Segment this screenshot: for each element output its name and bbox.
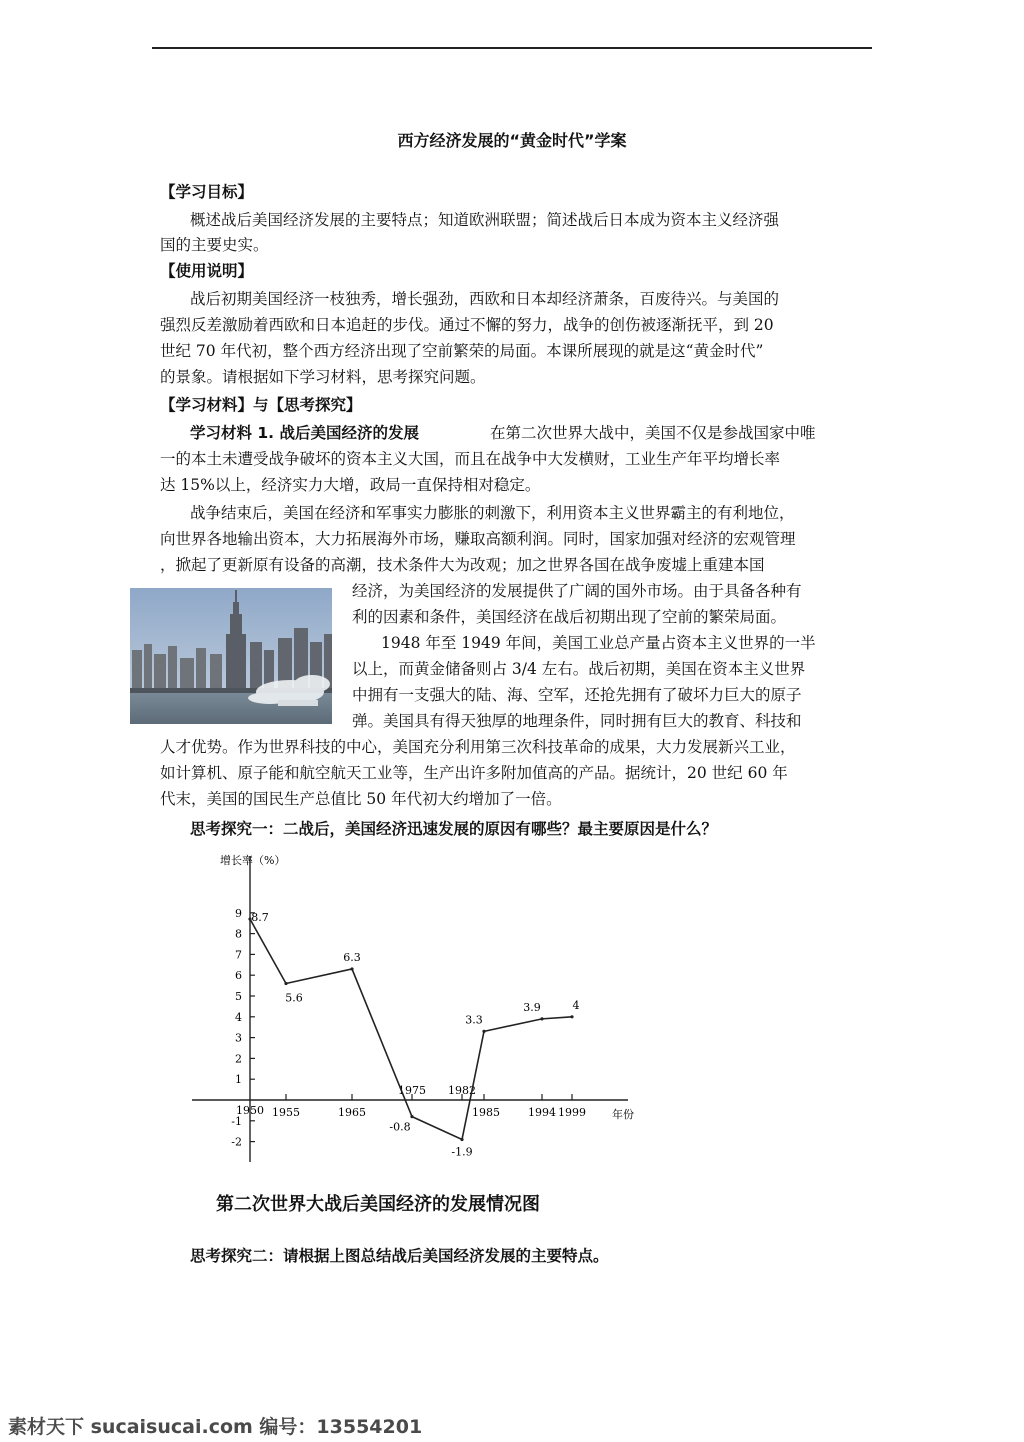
data-point (284, 982, 287, 985)
material-1-title: 学习材料 1. 战后美国经济的发展 (190, 424, 419, 442)
data-point-label: 8.7 (251, 911, 269, 925)
goal-heading: 【学习目标】 (160, 183, 254, 201)
y-tick-label: 5 (235, 990, 242, 1003)
question-1: 思考探究一：二战后，美国经济迅速发展的原因有哪些？最主要原因是什么？ (190, 820, 718, 838)
x-tick-label: 1999 (558, 1106, 586, 1119)
question-2: 思考探究二：请根据上图总结战后美国经济发展的主要特点。 (190, 1247, 609, 1265)
p2-line-1: 战争结束后，美国在经济和军事实力膨胀的刺激下，利用资本主义世界霸主的有利地位， (190, 504, 795, 522)
watermark-text: 素材天下 sucaisucai.com 编号：13554201 (8, 1416, 423, 1438)
usage-line-2: 强烈反差激励着西欧和日本追赶的步伐。通过不懈的努力，战争的创伤被逐渐抚平，到 20 (160, 316, 774, 334)
data-point-label: 5.6 (285, 991, 303, 1005)
usage-line-1: 战后初期美国经济一枝独秀，增长强劲，西欧和日本却经济萧条，百废待兴。与美国的 (190, 290, 780, 308)
goal-line-1: 概述战后美国经济发展的主要特点；知道欧洲联盟；简述战后日本成为资本主义经济强 (190, 211, 780, 229)
data-point-label: 3.3 (465, 1013, 483, 1027)
x-tick-label: 1965 (338, 1106, 366, 1119)
watermark-footer (0, 1408, 1024, 1442)
data-point-label: 6.3 (343, 950, 361, 964)
p1-line-3: 达 15%以上，经济实力大增，政局一直保持相对稳定。 (160, 476, 541, 494)
x-tick-label: 1982 (448, 1084, 476, 1097)
y-tick-label: 6 (235, 969, 242, 983)
p3-line-4: 弹。美国具有得天独厚的地理条件，同时拥有巨大的教育、科技和 (352, 712, 802, 730)
data-point (350, 967, 353, 970)
p3-line-7: 代末，美国的国民生产总值比 50 年代初大约增加了一倍。 (160, 790, 562, 808)
p3-line-5: 人才优势。作为世界科技的中心，美国充分利用第三次科技革命的成果，大力发展新兴工业， (160, 738, 796, 756)
data-point (482, 1030, 485, 1033)
y-axis-label: 增长率（%） (220, 854, 286, 867)
goal-line-2: 国的主要史实。 (160, 236, 269, 254)
data-point-label: 3.9 (523, 1000, 541, 1014)
y-tick-label: 8 (235, 927, 242, 941)
data-point-label: 4 (572, 998, 580, 1012)
growth-rate-chart (192, 850, 642, 1166)
usage-heading: 【使用说明】 (160, 262, 254, 280)
x-axis-label: 年份 (612, 1108, 634, 1121)
chart-caption: 第二次世界大战后美国经济的发展情况图 (216, 1194, 540, 1215)
p2-line-3: ，掀起了更新原有设备的高潮，技术条件大为改观；加之世界各国在战争废墟上重建本国 (160, 556, 765, 574)
p2-line-2: 向世界各地输出资本，大力拓展海外市场，赚取高额利润。同时，国家加强对经济的宏观管理 (160, 530, 796, 548)
y-tick-label: -1 (231, 1114, 242, 1128)
page-title: 西方经济发展的“黄金时代”学案 (397, 131, 627, 150)
data-point (460, 1138, 463, 1141)
materials-heading: 【学习材料】与【思考探究】 (160, 396, 362, 414)
x-tick-label: 1955 (272, 1106, 300, 1119)
data-point (410, 1115, 413, 1118)
y-tick-label: 4 (235, 1010, 242, 1024)
usage-line-4: 的景象。请根据如下学习材料，思考探究问题。 (160, 368, 486, 386)
data-point (570, 1015, 573, 1018)
new-york-skyline-photo (130, 588, 332, 724)
p3-line-1: 1948 年至 1949 年间，美国工业总产量占资本主义世界的一半 (381, 634, 816, 652)
p3-line-3: 中拥有一支强大的陆、海、空军，还抢先拥有了破坏力巨大的原子 (352, 686, 802, 704)
p3-line-6: 如计算机、原子能和航空航天工业等，生产出许多附加值高的产品。据统计，20 世纪 60 年 (160, 764, 788, 782)
x-tick-label: 1975 (398, 1084, 426, 1097)
data-point-label: -1.9 (451, 1145, 473, 1159)
p3-line-2: 以上，而黄金储备则占 3/4 左右。战后初期，美国在资本主义世界 (352, 660, 806, 678)
top-rule (152, 47, 872, 49)
x-tick-label: 1950 (236, 1104, 264, 1117)
p2-line-5: 利的因素和条件，美国经济在战后初期出现了空前的繁荣局面。 (352, 608, 787, 626)
x-tick-label: 1985 (472, 1106, 500, 1119)
p1-line-2: 一的本土未遭受战争破坏的资本主义大国，而且在战争中大发横财，工业生产年平均增长率 (160, 450, 781, 468)
p2-line-4: 经济，为美国经济的发展提供了广阔的国外市场。由于具备各种有 (352, 582, 802, 600)
y-tick-label: 7 (235, 948, 242, 962)
usage-line-3: 世纪 70 年代初，整个西方经济出现了空前繁荣的局面。本课所展现的就是这“黄金时代” (160, 342, 764, 360)
y-tick-label: 1 (235, 1073, 242, 1087)
p1-line-1: 在第二次世界大战中，美国不仅是参战国家中唯 (490, 424, 816, 442)
y-tick-label: 9 (235, 906, 242, 920)
x-tick-label: 1994 (528, 1106, 556, 1119)
data-point (540, 1017, 543, 1020)
y-tick-label: -2 (231, 1135, 242, 1149)
data-point-label: -0.8 (389, 1120, 411, 1134)
y-tick-label: 3 (235, 1031, 242, 1045)
y-tick-label: 2 (235, 1052, 242, 1066)
